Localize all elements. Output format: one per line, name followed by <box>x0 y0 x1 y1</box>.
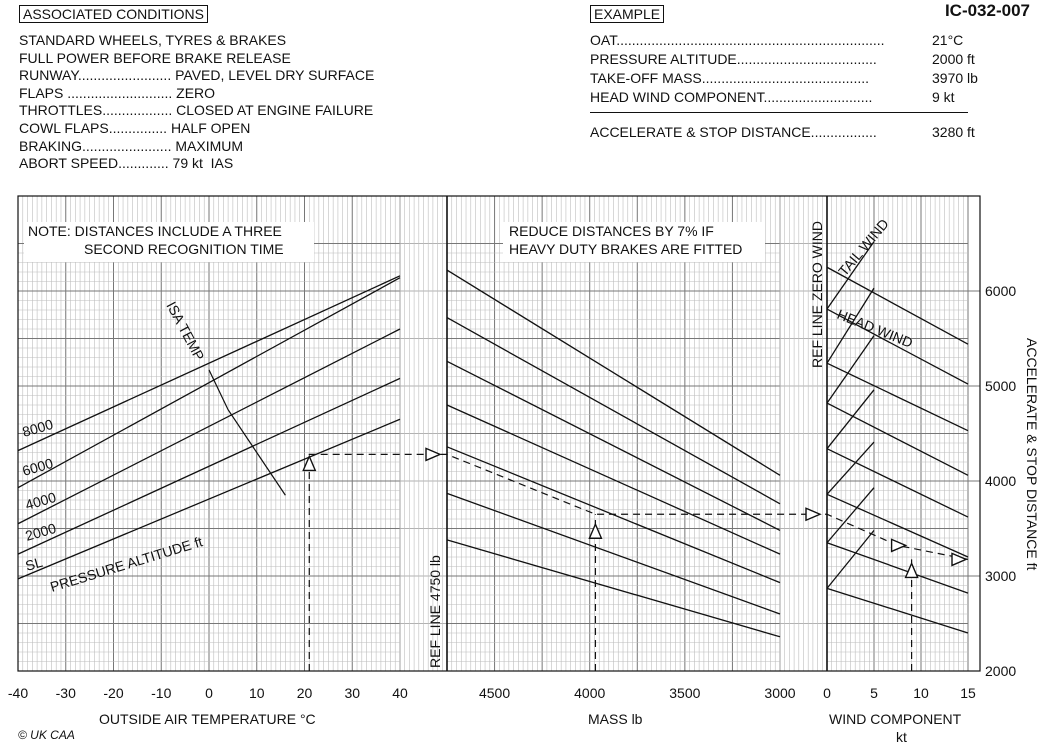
note-text: SECOND RECOGNITION TIME <box>84 241 284 257</box>
x-tick-label: 4500 <box>478 685 511 701</box>
associated-condition-line: COWL FLAPS............... HALF OPEN <box>19 120 251 136</box>
example-result-label: ACCELERATE & STOP DISTANCE................. <box>590 124 877 140</box>
y-tick-label: 5000 <box>985 378 1017 394</box>
example-row-value: 9 kt <box>932 89 955 105</box>
associated-conditions-title: ASSOCIATED CONDITIONS <box>19 5 208 23</box>
x-tick-label: 10 <box>248 685 265 701</box>
y-axis-label: ACCELERATE & STOP DISTANCE ft <box>1024 338 1040 571</box>
x-tick-label: 3000 <box>764 685 796 701</box>
pressure-altitude-label: PRESSURE ALTITUDE ft <box>48 533 205 595</box>
x-axis-label-mass: MASS lb <box>588 711 643 727</box>
associated-condition-line: ABORT SPEED............. 79 kt IAS <box>19 155 234 172</box>
y-tick-label: 6000 <box>985 283 1017 299</box>
example-row-value: 3970 lb <box>932 70 978 86</box>
y-tick-label: 2000 <box>985 663 1017 679</box>
chart-labels <box>8 216 1040 745</box>
altitude-label: 4000 <box>23 488 58 513</box>
example-result-value: 3280 ft <box>932 124 975 140</box>
note-text: NOTE: DISTANCES INCLUDE A THREE <box>28 223 282 239</box>
example-row-label: OAT..................................................................... <box>590 32 885 48</box>
associated-condition-line: FULL POWER BEFORE BRAKE RELEASE <box>19 49 291 66</box>
example-arrow <box>906 563 918 577</box>
x-tick-label: 15 <box>960 685 976 701</box>
x-tick-label: 4000 <box>574 685 606 701</box>
altitude-label: SL <box>23 553 45 574</box>
associated-condition-line: FLAPS ........................... ZERO <box>19 84 216 101</box>
x-axis-label-temperature: OUTSIDE AIR TEMPERATURE °C <box>99 711 316 727</box>
x-tick-label: 30 <box>344 685 361 701</box>
example-title: EXAMPLE <box>590 5 664 23</box>
example-arrow <box>892 539 906 551</box>
x-tick-label: 40 <box>392 685 408 701</box>
example-row-label: TAKE-OFF MASS........................................... <box>590 70 870 86</box>
x-tick-label: 5 <box>870 685 878 701</box>
example-row-value: 2000 ft <box>932 51 975 67</box>
chart-curves <box>18 242 968 637</box>
x-tick-label: -20 <box>103 685 124 701</box>
altitude-label: 2000 <box>23 519 58 544</box>
x-tick-label: -10 <box>151 685 172 701</box>
example-path <box>303 448 968 671</box>
example-row-value: 21°C <box>932 32 964 48</box>
note-text: HEAVY DUTY BRAKES ARE FITTED <box>509 241 743 257</box>
isa-temp-label: ISA TEMP <box>163 298 208 364</box>
associated-condition-line: RUNWAY........................ PAVED, LEVEL DRY SURFACE <box>19 67 375 84</box>
associated-condition-line: BRAKING....................... MAXIMUM <box>19 137 244 154</box>
copyright: © UK CAA <box>18 728 75 742</box>
x-tick-label: -40 <box>7 685 29 701</box>
x-tick-label: 3500 <box>669 685 701 701</box>
x-tick-label: 10 <box>913 685 929 701</box>
example-row-label: HEAD WIND COMPONENT............................ <box>590 89 873 105</box>
y-tick-label: 3000 <box>985 568 1017 584</box>
associated-condition-line: STANDARD WHEELS, TYRES & BRAKES <box>19 32 287 48</box>
example-row-label: PRESSURE ALTITUDE.................................... <box>590 51 877 67</box>
y-tick-label: 4000 <box>985 473 1017 489</box>
x-tick-label: -30 <box>55 685 76 701</box>
x-tick-label: 0 <box>823 685 831 701</box>
x-tick-label: 0 <box>205 685 213 701</box>
x-axis-unit-wind: kt <box>896 729 907 745</box>
altitude-label: 6000 <box>20 454 55 479</box>
example-arrow <box>589 524 601 538</box>
ref-line-mass-label: REF LINE 4750 lb <box>427 555 443 668</box>
tail-wind-label: TAIL WIND <box>835 215 892 279</box>
ref-line-wind-label: REF LINE ZERO WIND <box>809 220 825 368</box>
associated-condition-line: THROTTLES.................. CLOSED AT ENGINE FAILURE <box>19 102 374 119</box>
altitude-label: 8000 <box>20 415 55 440</box>
x-axis-label-wind: WIND COMPONENT <box>829 711 962 727</box>
x-tick-label: 20 <box>296 685 313 701</box>
head-wind-label: HEAD WIND <box>834 305 916 351</box>
figure-id: IC-032-007 <box>944 1 1030 20</box>
note-text: REDUCE DISTANCES BY 7% IF <box>509 223 714 239</box>
